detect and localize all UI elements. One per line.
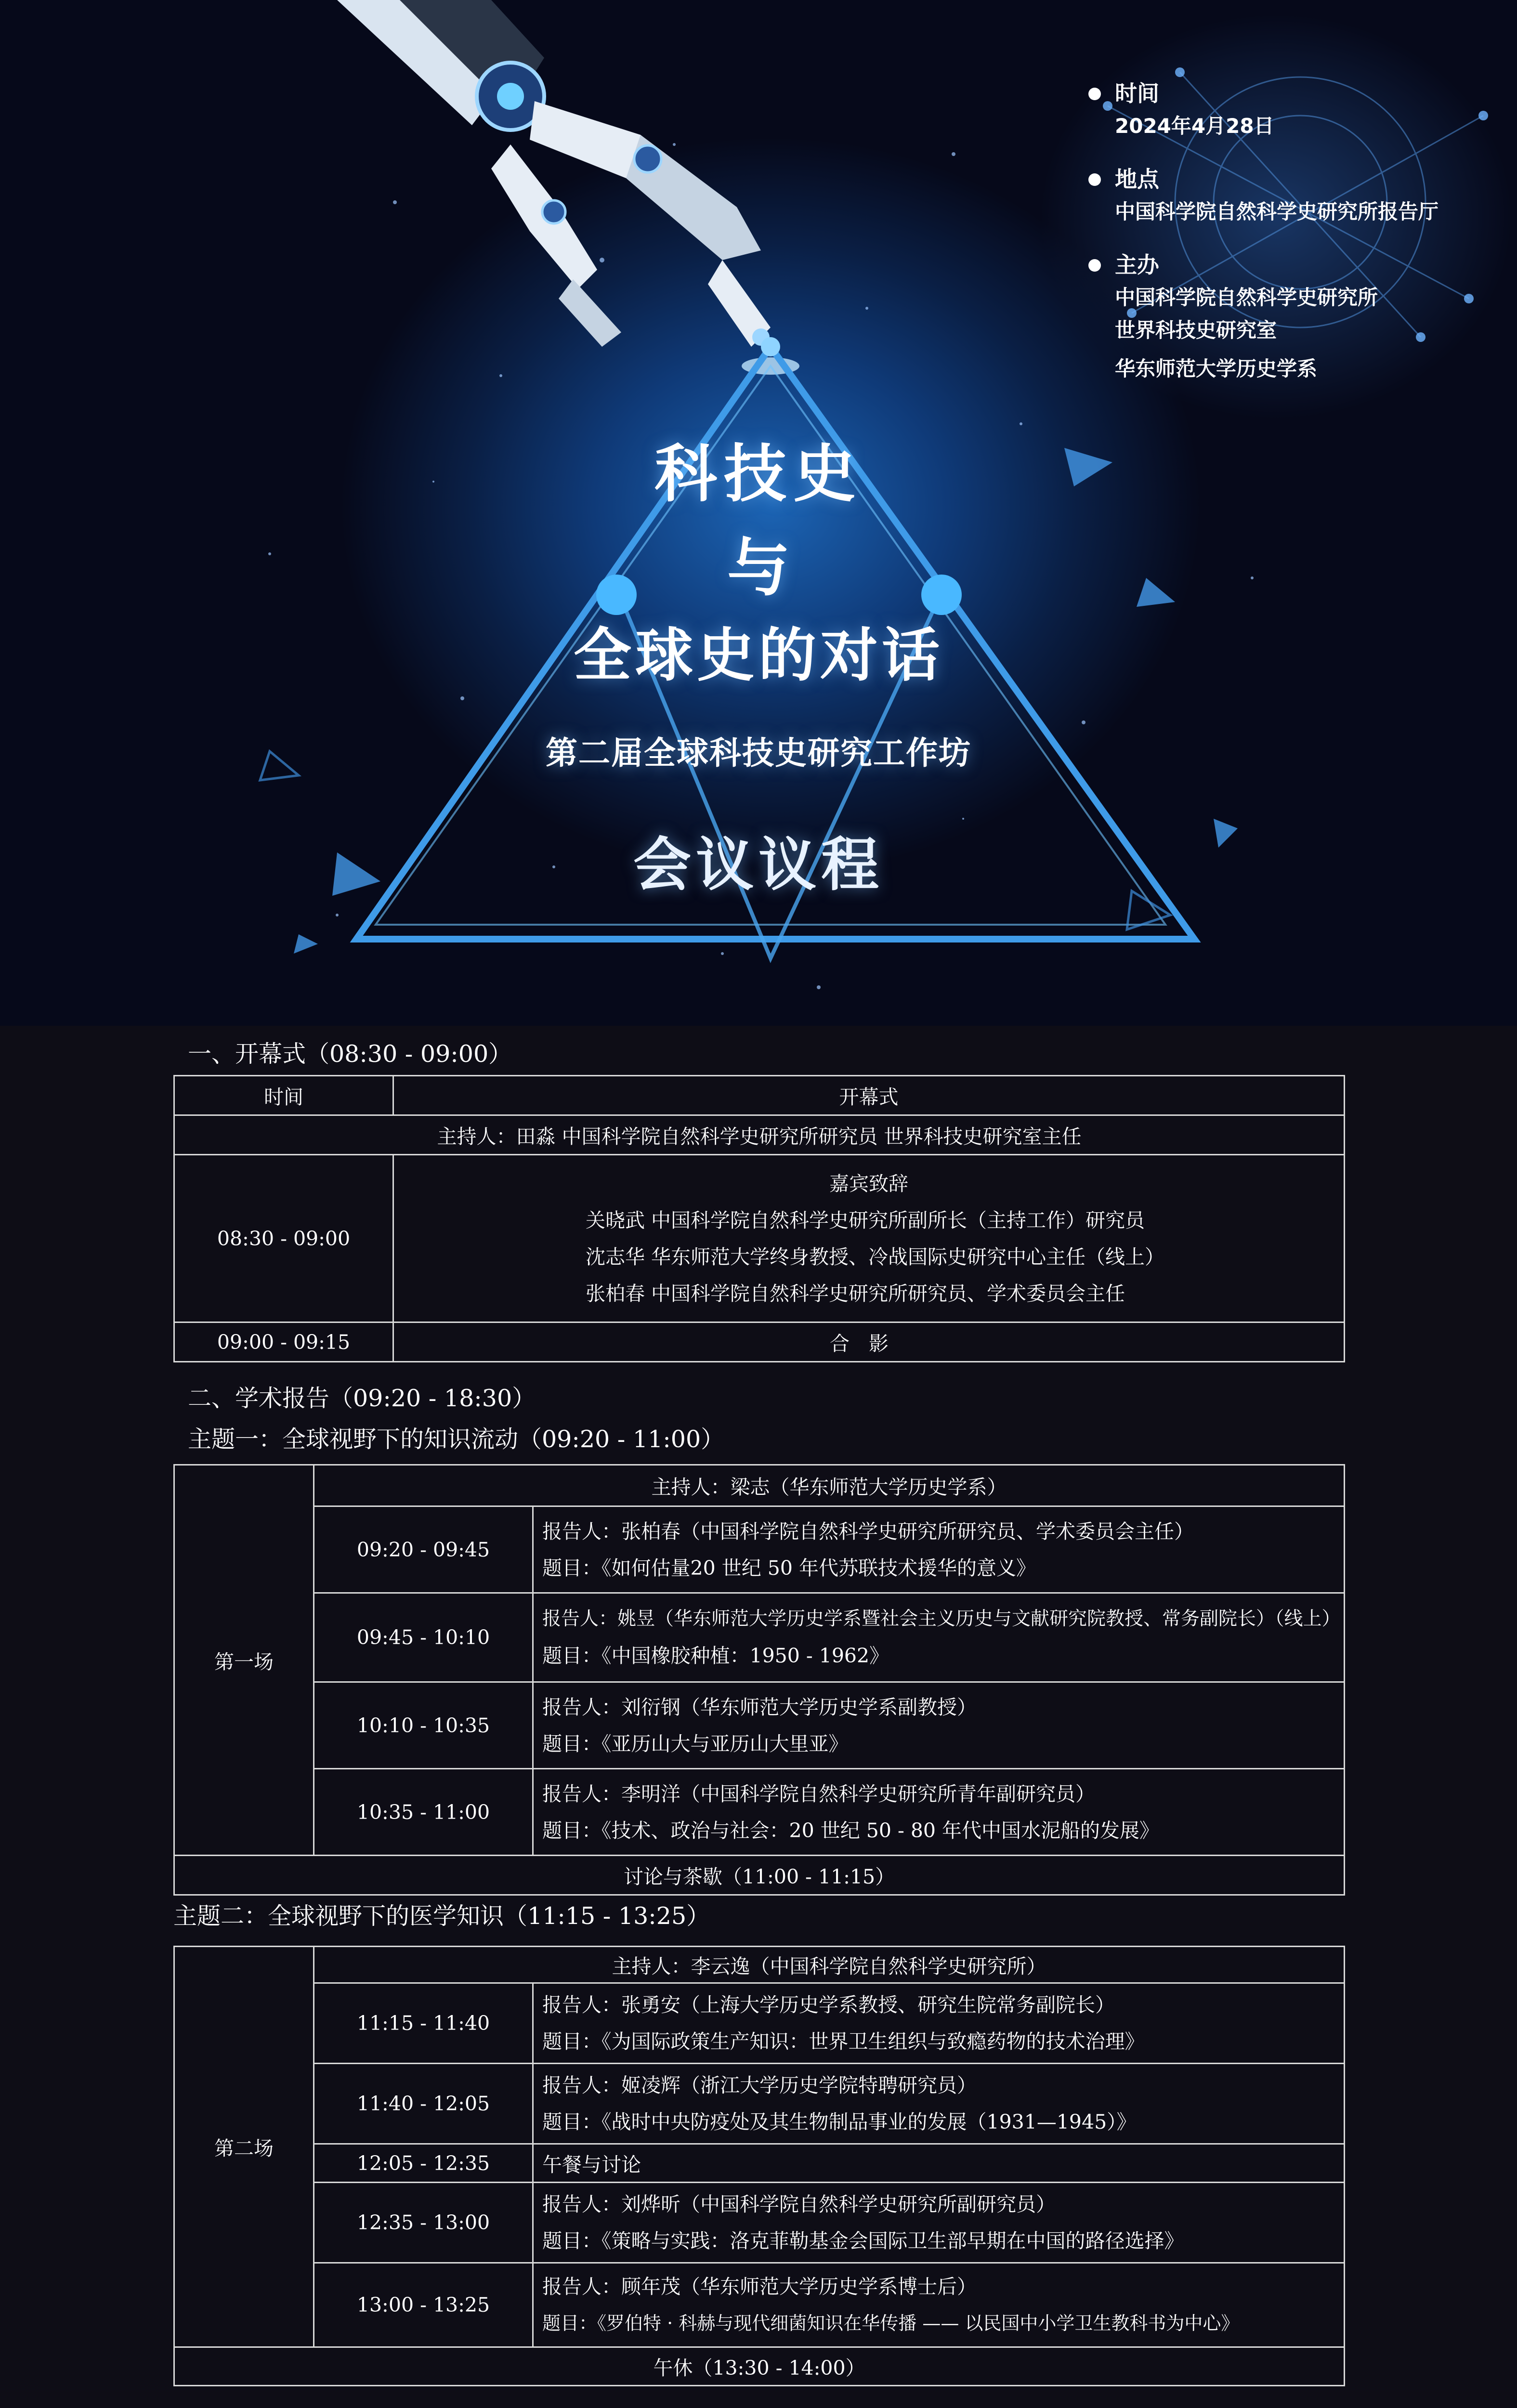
- talk-time: 09:45 - 10:10: [314, 1593, 533, 1682]
- bullet-dot-icon: [1088, 88, 1101, 100]
- robot-hand-graphic: [337, 0, 771, 347]
- speaker-line: 沈志华 华东师范大学终身教授、冷战国际史研究中心主任（线上）: [586, 1245, 1165, 1269]
- col-event-header: 开幕式: [393, 1076, 1345, 1115]
- venue-label: 地点: [1115, 166, 1159, 192]
- topic-line: 题目：《罗伯特 · 科赫与现代细菌知识在华传播 —— 以民国中小学卫生教科书为中心》: [542, 2313, 1240, 2334]
- table-row: [174, 2263, 1345, 2347]
- break-row: 午休（13:30 - 14:00）: [174, 2347, 1345, 2386]
- topic-line: 题目：《亚历山大与亚历山大里亚》: [542, 1732, 849, 1755]
- slot-content: 合影: [393, 1322, 1345, 1362]
- topic-line: 题目：《技术、政治与社会：20 世纪 50 - 80 年代中国水泥船的发展》: [542, 1819, 1160, 1842]
- speaker-line: 关晓武 中国科学院自然科学史研究所副所长（主持工作）研究员: [586, 1208, 1145, 1232]
- table-row: [174, 2183, 1345, 2263]
- host-org: 中国科学院自然科学史研究所: [1115, 286, 1378, 309]
- event-info: [1088, 77, 1512, 406]
- talk-time: 13:00 - 13:25: [314, 2263, 533, 2347]
- venue-value: 中国科学院自然科学史研究所报告厅: [1115, 200, 1439, 223]
- time-label: 时间: [1115, 80, 1159, 106]
- talk-cell: [533, 2183, 1345, 2263]
- table-row: [174, 2064, 1345, 2144]
- talk-time: 09:20 - 09:45: [314, 1506, 533, 1593]
- poster-title-line3: 全球史的对话: [574, 622, 943, 689]
- guest-speech-label: 嘉宾致辞: [829, 1172, 908, 1195]
- theme2-table: [173, 1946, 1345, 2386]
- session-host: 主持人：李云逸（中国科学院自然科学史研究所）: [314, 1947, 1345, 1983]
- time-value: 2024年4月28日: [1115, 114, 1274, 138]
- talk-cell: [533, 1593, 1345, 1682]
- poster-title-line1: 科技史: [654, 437, 863, 510]
- academic-heading: 二、学术报告（09:20 - 18:30）: [188, 1385, 536, 1412]
- speaker-line: 报告人：张柏春（中国科学院自然科学史研究所研究员、学术委员会主任）: [542, 1519, 1194, 1543]
- talk-time: 12:35 - 13:00: [314, 2183, 533, 2263]
- talk-time: 10:35 - 11:00: [314, 1769, 533, 1856]
- table-row: [174, 2347, 1345, 2386]
- table-row: [174, 1769, 1345, 1856]
- break-row: 讨论与茶歇（11:00 - 11:15）: [174, 1856, 1345, 1895]
- speaker-line: 张柏春 中国科学院自然科学史研究所研究员、学术委员会主任: [586, 1282, 1125, 1305]
- talk-cell: [533, 2263, 1345, 2347]
- talk-cell: [533, 2064, 1345, 2144]
- speaker-line: 报告人：李明洋（中国科学院自然科学史研究所青年副研究员）: [542, 1782, 1095, 1806]
- host-label: 主办: [1115, 252, 1159, 278]
- agenda-heading: 会议议程: [633, 832, 884, 899]
- talk-time: 10:10 - 10:35: [314, 1682, 533, 1769]
- slot-time: 09:00 - 09:15: [174, 1322, 393, 1362]
- talk-cell: [533, 1506, 1345, 1593]
- talk-cell: [533, 1983, 1345, 2064]
- speaker-line: 报告人：刘烨昕（中国科学院自然科学史研究所副研究员）: [542, 2193, 1056, 2216]
- table-row: [174, 1076, 1345, 1115]
- opening-heading: 一、开幕式（08:30 - 09:00）: [188, 1040, 512, 1068]
- venue-info: [1088, 163, 1512, 228]
- topic-line: 题目：《中国橡胶种植：1950 - 1962》: [542, 1644, 889, 1667]
- host-org: 华东师范大学历史学系: [1115, 357, 1318, 380]
- talk-time: 11:15 - 11:40: [314, 1983, 533, 2064]
- slot-time: 08:30 - 09:00: [174, 1155, 393, 1322]
- slot-content: [393, 1155, 1345, 1322]
- topic-line: 题目：《为国际政策生产知识：世界卫生组织与致瘾药物的技术治理》: [542, 2030, 1145, 2053]
- table-row: [174, 1983, 1345, 2064]
- theme2-heading: 主题二：全球视野下的医学知识（11:15 - 13:25）: [173, 1902, 710, 1930]
- theme1-heading: 主题一：全球视野下的知识流动（09:20 - 11:00）: [188, 1426, 725, 1453]
- lunch-cell: 午餐与讨论: [533, 2144, 1345, 2183]
- talk-time: 11:40 - 12:05: [314, 2064, 533, 2144]
- poster-header: [0, 0, 1517, 1026]
- theme1-table: [173, 1464, 1345, 1896]
- time-info: [1088, 77, 1512, 143]
- talk-cell: [533, 1682, 1345, 1769]
- talk-time: 12:05 - 12:35: [314, 2144, 533, 2183]
- table-row: [174, 1506, 1345, 1593]
- table-row: [174, 1322, 1345, 1362]
- speaker-line: 报告人：刘衍钢（华东师范大学历史学系副教授）: [542, 1695, 977, 1719]
- poster-subtitle: 第二届全球科技史研究工作坊: [546, 734, 971, 772]
- speaker-line: 报告人：张勇安（上海大学历史学系教授、研究生院常务副院长）: [542, 1993, 1115, 2016]
- table-row: [174, 1465, 1345, 1506]
- table-row: [174, 1682, 1345, 1769]
- poster-title-line2: 与: [727, 531, 790, 604]
- speaker-line: 报告人：姬凌辉（浙江大学历史学院特聘研究员）: [542, 2074, 977, 2097]
- topic-line: 题目：《策略与实践：洛克菲勒基金会国际卫生部早期在中国的路径选择》: [542, 2229, 1184, 2252]
- table-row: [174, 1856, 1345, 1895]
- table-row: [174, 1155, 1345, 1322]
- session-label: 第二场: [174, 1947, 314, 2347]
- col-time-header: 时间: [174, 1076, 393, 1115]
- bullet-dot-icon: [1088, 259, 1101, 272]
- node-top: [761, 337, 780, 356]
- topic-line: 题目：《如何估量20 世纪 50 年代苏联技术援华的意义》: [542, 1556, 1036, 1580]
- table-row: [174, 1115, 1345, 1155]
- table-row: [174, 1947, 1345, 1983]
- speaker-line: 报告人：姚昱（华东师范大学历史学系暨社会主义历史与文献研究院教授、常务副院长）（线上）: [542, 1608, 1341, 1630]
- host-org: 世界科技史研究室: [1115, 318, 1277, 342]
- opening-table: [173, 1075, 1345, 1362]
- speaker-line: 报告人：顾年茂（华东师范大学历史学系博士后）: [542, 2275, 977, 2298]
- topic-line: 题目：《战时中央防疫处及其生物制品事业的发展（1931—1945）》: [542, 2110, 1137, 2133]
- bullet-dot-icon: [1088, 173, 1101, 186]
- session-label: 第一场: [174, 1465, 314, 1856]
- talk-cell: [533, 1769, 1345, 1856]
- host-info: [1088, 249, 1512, 385]
- session-host: 主持人：梁志（华东师范大学历史学系）: [314, 1465, 1345, 1506]
- opening-host: 主持人：田淼 中国科学院自然科学史研究所研究员 世界科技史研究室主任: [174, 1115, 1345, 1155]
- table-row: [174, 1593, 1345, 1682]
- table-row: [174, 2144, 1345, 2183]
